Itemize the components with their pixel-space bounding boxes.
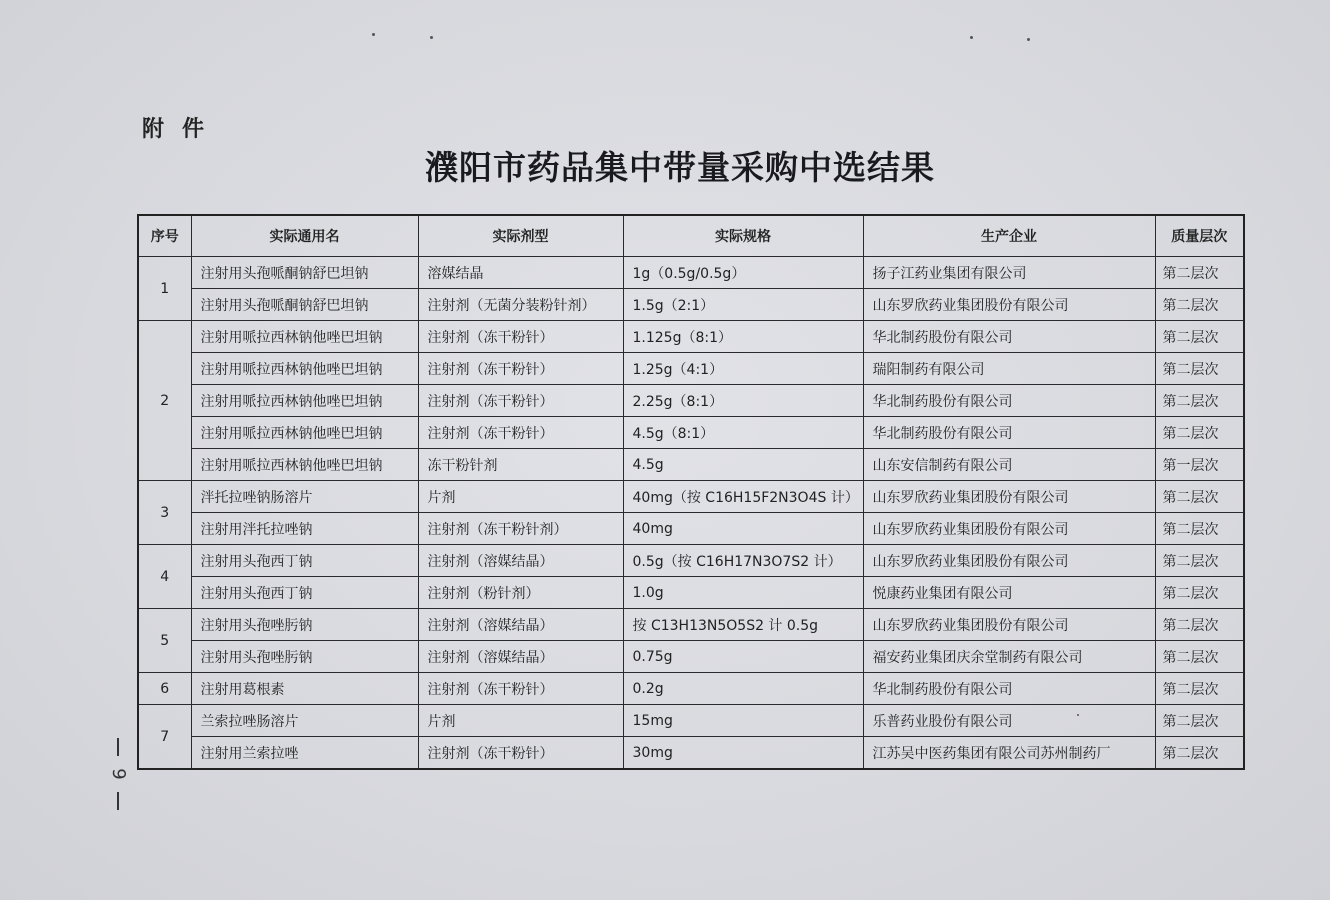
quality-level-cell: 第二层次 — [1155, 673, 1244, 705]
specification-cell: 按 C13H13N5O5S2 计 0.5g — [623, 609, 863, 641]
seq-cell: 4 — [138, 545, 191, 609]
results-table — [137, 214, 1245, 770]
generic-name-cell: 注射用头孢唑肟钠 — [191, 609, 418, 641]
seq-cell: 6 — [138, 673, 191, 705]
manufacturer-cell: 山东罗欣药业集团股份有限公司 — [863, 289, 1155, 321]
manufacturer-cell: 山东罗欣药业集团股份有限公司 — [863, 481, 1155, 513]
header-dosage-form: 实际剂型 — [418, 215, 623, 257]
quality-level-cell: 第二层次 — [1155, 513, 1244, 545]
dosage-form-cell: 注射剂（粉针剂） — [418, 577, 623, 609]
scan-speck — [372, 33, 375, 36]
header-quality-level: 质量层次 — [1155, 215, 1244, 257]
manufacturer-cell: 华北制药股份有限公司 — [863, 385, 1155, 417]
specification-cell: 0.75g — [623, 641, 863, 673]
specification-cell: 1.125g（8:1） — [623, 321, 863, 353]
seq-cell: 5 — [138, 609, 191, 673]
generic-name-cell: 泮托拉唑钠肠溶片 — [191, 481, 418, 513]
seq-cell: 2 — [138, 321, 191, 481]
specification-cell: 30mg — [623, 737, 863, 770]
manufacturer-cell: 华北制药股份有限公司 — [863, 417, 1155, 449]
specification-cell: 0.5g（按 C16H17N3O7S2 计） — [623, 545, 863, 577]
dosage-form-cell: 注射剂（冻干粉针） — [418, 673, 623, 705]
table-row — [138, 545, 1244, 577]
quality-level-cell: 第二层次 — [1155, 609, 1244, 641]
table-row — [138, 353, 1244, 385]
table-row — [138, 385, 1244, 417]
specification-cell: 1.25g（4:1） — [623, 353, 863, 385]
quality-level-cell: 第二层次 — [1155, 545, 1244, 577]
specification-cell: 1g（0.5g/0.5g） — [623, 257, 863, 289]
table-row — [138, 705, 1244, 737]
dosage-form-cell: 注射剂（冻干粉针） — [418, 737, 623, 770]
table-row — [138, 449, 1244, 481]
table-row — [138, 289, 1244, 321]
specification-cell: 40mg — [623, 513, 863, 545]
generic-name-cell: 注射用兰索拉唑 — [191, 737, 418, 770]
header-seq: 序号 — [138, 215, 191, 257]
dosage-form-cell: 注射剂（溶媒结晶） — [418, 545, 623, 577]
quality-level-cell: 第二层次 — [1155, 481, 1244, 513]
dosage-form-cell: 片剂 — [418, 481, 623, 513]
dosage-form-cell: 溶媒结晶 — [418, 257, 623, 289]
scan-speck — [430, 36, 433, 39]
page-number-value: 9 — [108, 768, 129, 780]
page-title: 濮阳市药品集中带量采购中选结果 — [425, 148, 935, 187]
generic-name-cell: 兰索拉唑肠溶片 — [191, 705, 418, 737]
dosage-form-cell: 注射剂（溶媒结晶） — [418, 641, 623, 673]
specification-cell: 0.2g — [623, 673, 863, 705]
dosage-form-cell: 注射剂（冻干粉针剂） — [418, 513, 623, 545]
seq-cell: 3 — [138, 481, 191, 545]
specification-cell: 2.25g（8:1） — [623, 385, 863, 417]
quality-level-cell: 第二层次 — [1155, 417, 1244, 449]
generic-name-cell: 注射用头孢哌酮钠舒巴坦钠 — [191, 257, 418, 289]
table-row — [138, 321, 1244, 353]
generic-name-cell: 注射用葛根素 — [191, 673, 418, 705]
quality-level-cell: 第二层次 — [1155, 353, 1244, 385]
specification-cell: 15mg — [623, 705, 863, 737]
manufacturer-cell: 山东罗欣药业集团股份有限公司 — [863, 545, 1155, 577]
scan-speck — [1027, 38, 1030, 41]
header-specification: 实际规格 — [623, 215, 863, 257]
scan-speck — [970, 36, 973, 39]
manufacturer-cell: 乐普药业股份有限公司 — [863, 705, 1155, 737]
quality-level-cell: 第二层次 — [1155, 321, 1244, 353]
quality-level-cell: 第二层次 — [1155, 257, 1244, 289]
dosage-form-cell: 注射剂（冻干粉针） — [418, 321, 623, 353]
manufacturer-cell: 山东罗欣药业集团股份有限公司 — [863, 513, 1155, 545]
generic-name-cell: 注射用头孢西丁钠 — [191, 577, 418, 609]
dosage-form-cell: 片剂 — [418, 705, 623, 737]
table-row — [138, 417, 1244, 449]
quality-level-cell: 第二层次 — [1155, 577, 1244, 609]
header-manufacturer: 生产企业 — [863, 215, 1155, 257]
manufacturer-cell: 山东安信制药有限公司 — [863, 449, 1155, 481]
generic-name-cell: 注射用头孢哌酮钠舒巴坦钠 — [191, 289, 418, 321]
manufacturer-cell: 瑞阳制药有限公司 — [863, 353, 1155, 385]
specification-cell: 4.5g — [623, 449, 863, 481]
table-row — [138, 673, 1244, 705]
quality-level-cell: 第二层次 — [1155, 737, 1244, 770]
quality-level-cell: 第二层次 — [1155, 705, 1244, 737]
manufacturer-cell: 福安药业集团庆余堂制药有限公司 — [863, 641, 1155, 673]
generic-name-cell: 注射用哌拉西林钠他唑巴坦钠 — [191, 449, 418, 481]
specification-cell: 4.5g（8:1） — [623, 417, 863, 449]
generic-name-cell: 注射用哌拉西林钠他唑巴坦钠 — [191, 417, 418, 449]
quality-level-cell: 第二层次 — [1155, 641, 1244, 673]
manufacturer-cell: 悦康药业集团有限公司 — [863, 577, 1155, 609]
specification-cell: 40mg（按 C16H15F2N3O4S 计） — [623, 481, 863, 513]
generic-name-cell: 注射用头孢唑肟钠 — [191, 641, 418, 673]
generic-name-cell: 注射用头孢西丁钠 — [191, 545, 418, 577]
table-row — [138, 609, 1244, 641]
specification-cell: 1.0g — [623, 577, 863, 609]
generic-name-cell: 注射用哌拉西林钠他唑巴坦钠 — [191, 385, 418, 417]
generic-name-cell: 注射用哌拉西林钠他唑巴坦钠 — [191, 353, 418, 385]
dosage-form-cell: 注射剂（溶媒结晶） — [418, 609, 623, 641]
generic-name-cell: 注射用哌拉西林钠他唑巴坦钠 — [191, 321, 418, 353]
table-row — [138, 641, 1244, 673]
dosage-form-cell: 冻干粉针剂 — [418, 449, 623, 481]
table-row — [138, 257, 1244, 289]
table-row — [138, 577, 1244, 609]
header-generic-name: 实际通用名 — [191, 215, 418, 257]
quality-level-cell: 第二层次 — [1155, 289, 1244, 321]
manufacturer-cell: 华北制药股份有限公司 — [863, 321, 1155, 353]
quality-level-cell: 第一层次 — [1155, 449, 1244, 481]
specification-cell: 1.5g（2:1） — [623, 289, 863, 321]
attachment-label: 附件 — [142, 117, 223, 142]
page-number — [106, 738, 130, 810]
table-row — [138, 513, 1244, 545]
table-row — [138, 737, 1244, 770]
manufacturer-cell: 扬子江药业集团有限公司 — [863, 257, 1155, 289]
table-row — [138, 481, 1244, 513]
manufacturer-cell: 江苏吴中医药集团有限公司苏州制药厂 — [863, 737, 1155, 770]
seq-cell: 7 — [138, 705, 191, 770]
table-header-row — [138, 215, 1244, 257]
quality-level-cell: 第二层次 — [1155, 385, 1244, 417]
dosage-form-cell: 注射剂（无菌分装粉针剂） — [418, 289, 623, 321]
generic-name-cell: 注射用泮托拉唑钠 — [191, 513, 418, 545]
dosage-form-cell: 注射剂（冻干粉针） — [418, 417, 623, 449]
page-number-dash — [117, 738, 119, 756]
dosage-form-cell: 注射剂（冻干粉针） — [418, 385, 623, 417]
page-number-dash — [117, 792, 119, 810]
seq-cell: 1 — [138, 257, 191, 321]
manufacturer-cell: 华北制药股份有限公司 — [863, 673, 1155, 705]
manufacturer-cell: 山东罗欣药业集团股份有限公司 — [863, 609, 1155, 641]
dosage-form-cell: 注射剂（冻干粉针） — [418, 353, 623, 385]
